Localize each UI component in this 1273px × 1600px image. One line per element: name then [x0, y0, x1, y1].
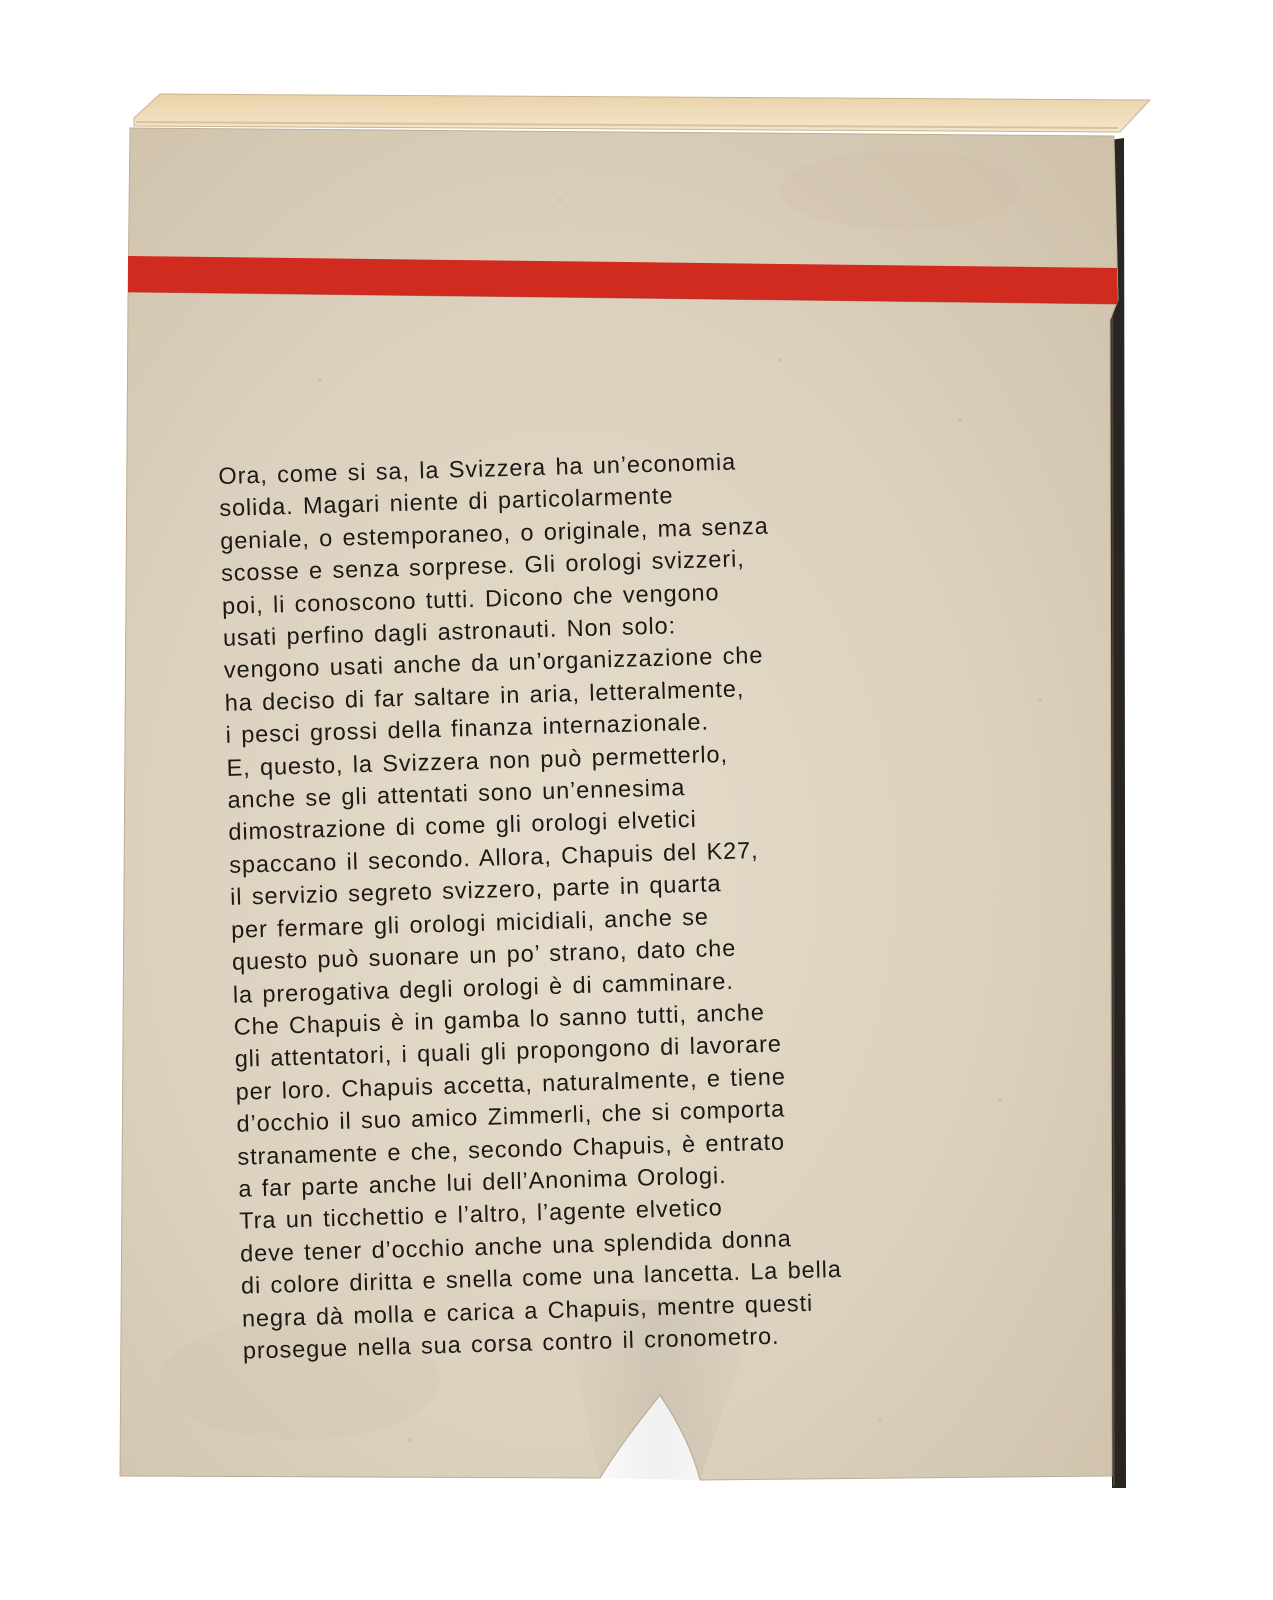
blurb-line: ha deciso di far saltare in aria, letteralmente,	[224, 675, 745, 716]
blurb-text	[218, 440, 943, 1367]
blurb-line: per fermare gli orologi micidiali, anche se	[230, 903, 710, 943]
blurb-line: vengono usati anche da un’organizzazione che	[223, 642, 764, 684]
blurb-line: a far parte anche lui dell’Anonima Orologi.	[237, 1162, 727, 1202]
blurb-line: E, questo, la Svizzera non può permetterlo,	[226, 740, 729, 781]
blurb-line: poi, li conoscono tutti. Dicono che vengono	[221, 578, 720, 619]
blurb-line: spaccano il secondo. Allora, Chapuis del K27,	[228, 836, 759, 878]
blurb-line: per loro. Chapuis accetta, naturalmente, e tiene	[235, 1063, 787, 1105]
blurb-line: scosse e senza sorprese. Gli orologi svizzeri,	[220, 545, 745, 587]
blurb-line: prosegue nella sua corsa contro il cronometro.	[242, 1322, 780, 1364]
blurb-line: stranamente e che, secondo Chapuis, è entrato	[237, 1127, 786, 1170]
blurb-line: deve tener d’occhio anche una splendida donna	[239, 1225, 792, 1267]
blurb-line: anche se gli attentati sono un’ennesima	[227, 774, 686, 813]
blurb-line: la prerogativa degli orologi è di camminare.	[232, 967, 735, 1008]
blurb-line: gli attentatori, i quali gli propongono di lavorare	[234, 1030, 783, 1073]
blurb-line: di colore diritta e snella come una lancetta. La bella	[240, 1256, 843, 1299]
blurb-line: dimostrazione di come gli orologi elvetici	[228, 806, 697, 846]
blurb-line: Ora, come si sa, la Svizzera ha un’economia	[218, 448, 737, 489]
blurb-line: i pesci grossi della finanza internazionale.	[225, 708, 710, 749]
blurb-line: Tra un ticchettio e l’altro, l’agente elvetico	[238, 1194, 724, 1235]
blurb-line: solida. Magari niente di particolarmente	[218, 482, 674, 522]
blurb-line: d’occhio il suo amico Zimmerli, che si comporta	[236, 1095, 786, 1137]
blurb-line: questo può suonare un po’ strano, dato che	[231, 934, 737, 975]
blurb-line: usati perfino dagli astronauti. Non solo:	[222, 612, 677, 651]
blurb-line: il servizio segreto svizzero, parte in quarta	[229, 870, 722, 911]
blurb-line: Che Chapuis è in gamba lo sanno tutti, anche	[233, 998, 766, 1040]
blurb-line: geniale, o estemporaneo, o originale, ma senza	[219, 512, 769, 554]
blurb-line: negra dà molla e carica a Chapuis, mentre questi	[241, 1289, 814, 1332]
